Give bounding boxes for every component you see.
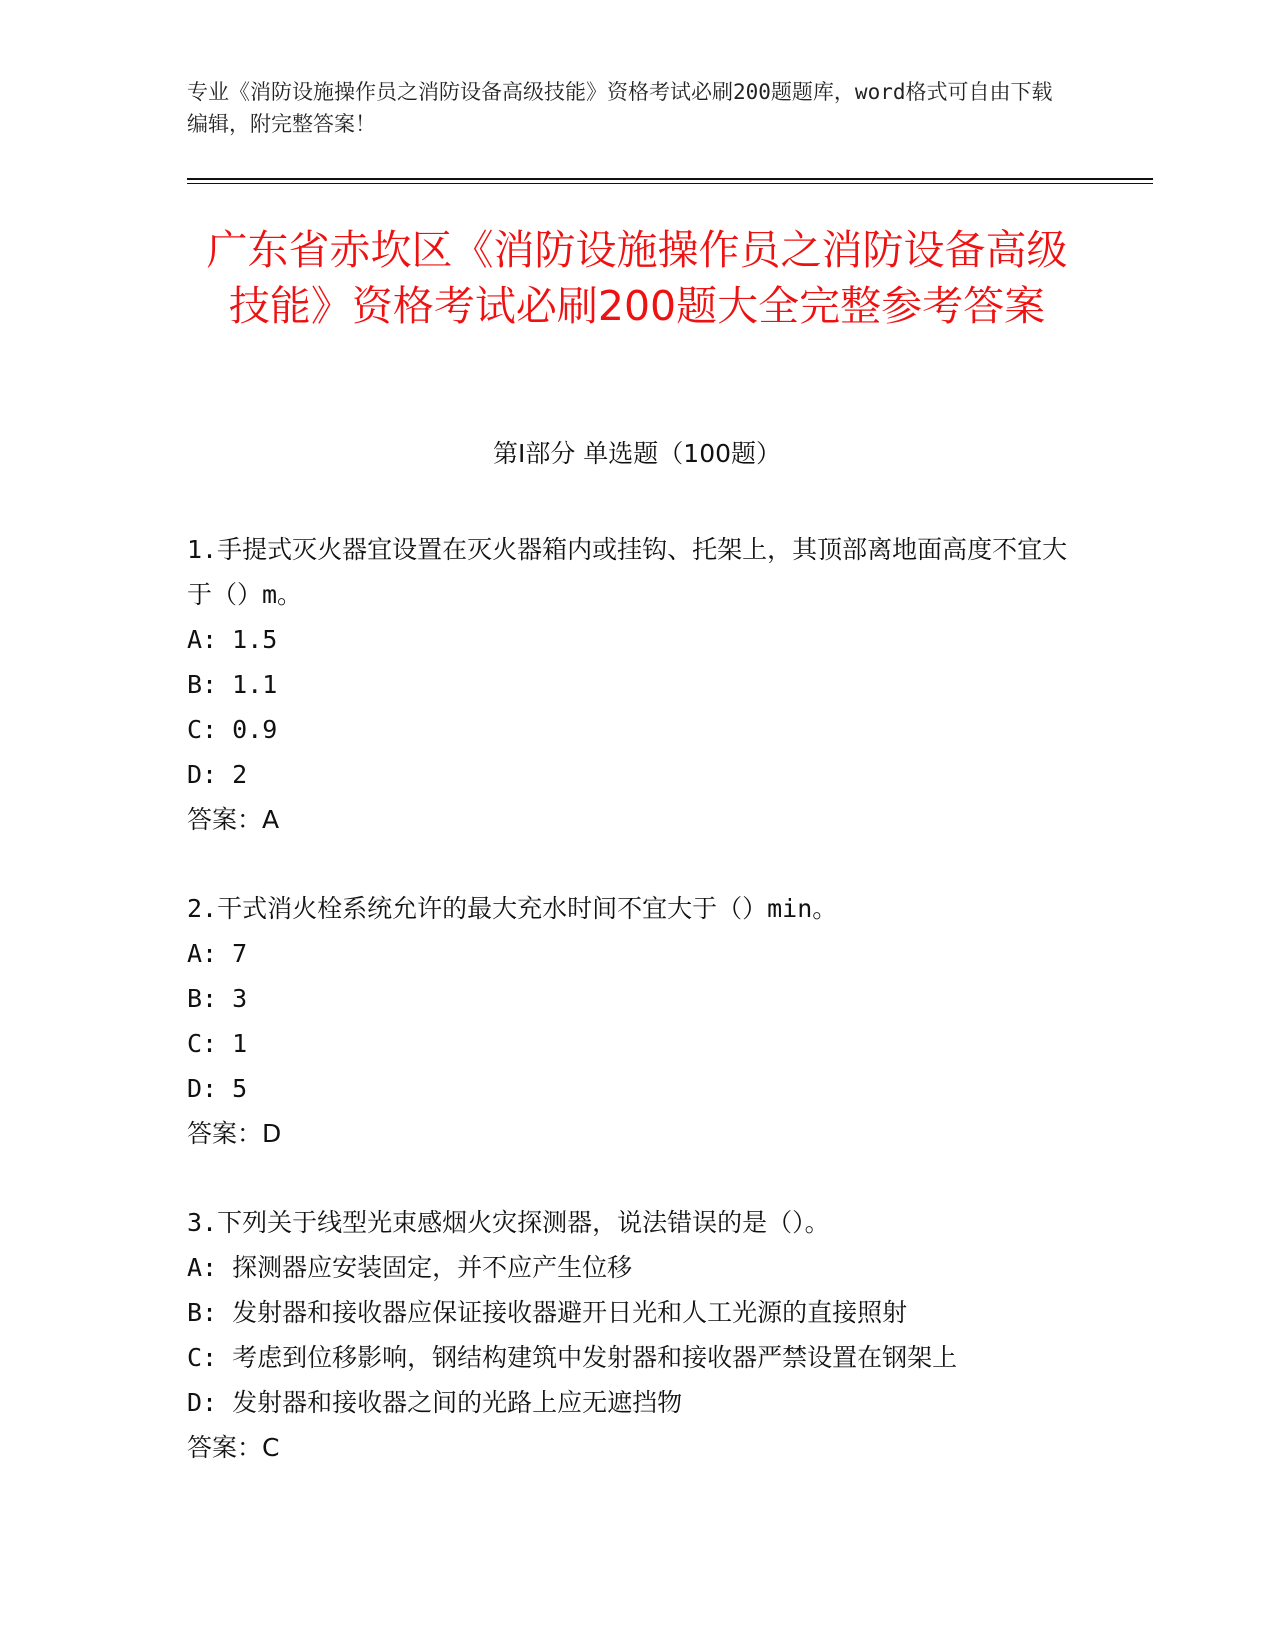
question-2 (187, 886, 1087, 1156)
question-stem: 1.手提式灭火器宜设置在灭火器箱内或挂钩、托架上，其顶部离地面高度不宜大于（）m。 (187, 535, 1068, 609)
option-b: B: 1.1 (187, 670, 278, 699)
answer: 答案：D (187, 1119, 282, 1148)
header-divider-thick (187, 178, 1153, 180)
option-d: D: 2 (187, 760, 248, 789)
option-c: C: 考虑到位移影响，钢结构建筑中发射器和接收器严禁设置在钢架上 (187, 1343, 958, 1372)
document-title: 广东省赤坎区《消防设施操作员之消防设备高级技能》资格考试必刷200题大全完整参考答案 (206, 226, 1068, 330)
header-divider-thin (187, 183, 1153, 184)
option-a: A: 7 (187, 939, 248, 968)
answer: 答案：C (187, 1433, 280, 1462)
option-c: C: 0.9 (187, 715, 278, 744)
option-d: D: 5 (187, 1074, 248, 1103)
header-note: 专业《消防设施操作员之消防设备高级技能》资格考试必刷200题题库，word格式可自由下载编辑，附完整答案！ (187, 80, 1053, 136)
answer: 答案：A (187, 805, 280, 834)
option-d: D: 发射器和接收器之间的光路上应无遮挡物 (187, 1388, 683, 1417)
option-a: A: 探测器应安装固定，并不应产生位移 (187, 1253, 633, 1282)
question-stem: 2.干式消火栓系统允许的最大充水时间不宜大于（）min。 (187, 894, 838, 923)
question-stem: 3.下列关于线型光束感烟火灾探测器，说法错误的是（）。 (187, 1208, 830, 1237)
section-title: 第I部分 单选题（100题） (492, 439, 782, 468)
question-1 (187, 527, 1087, 842)
option-b: B: 发射器和接收器应保证接收器避开日光和人工光源的直接照射 (187, 1298, 908, 1327)
question-3 (187, 1200, 1087, 1470)
option-a: A: 1.5 (187, 625, 278, 654)
question-list (187, 527, 1087, 1514)
option-b: B: 3 (187, 984, 248, 1013)
option-c: C: 1 (187, 1029, 248, 1058)
